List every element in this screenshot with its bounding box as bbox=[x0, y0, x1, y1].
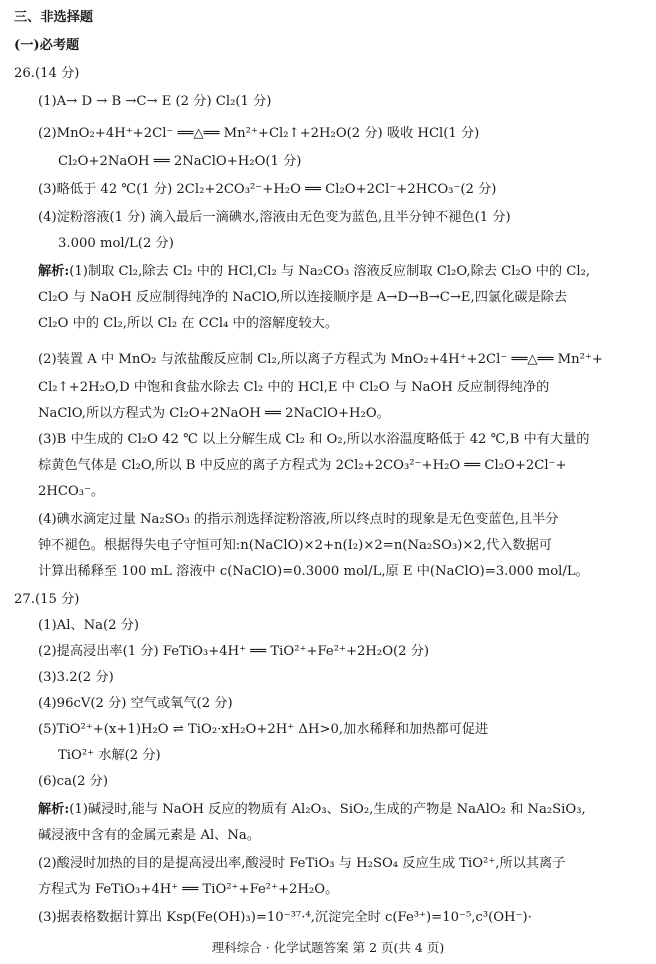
text-line: (3)B 中生成的 Cl₂O 42 ℃ 以上分解生成 Cl₂ 和 O₂,所以水浴温度略低于 42 ℃,B 中有大量的 bbox=[38, 432, 590, 447]
analysis-label: 解析: bbox=[38, 264, 70, 279]
text-line: 棕黄色气体是 Cl₂O,所以 B 中反应的离子方程式为 2Cl₂+2CO₃²⁻+H₂O ══ Cl₂O+2Cl⁻+ bbox=[38, 458, 567, 473]
text-line: (3)3.2(2 分) bbox=[38, 670, 114, 685]
text-line: (一)必考题 bbox=[14, 38, 80, 53]
text-line: 27.(15 分) bbox=[14, 592, 80, 607]
text-line: (4)96cV(2 分) 空气或氧气(2 分) bbox=[38, 696, 233, 711]
text-line: TiO²⁺ 水解(2 分) bbox=[58, 748, 161, 763]
analysis-text: (1)制取 Cl₂,除去 Cl₂ 中的 HCl,Cl₂ 与 Na₂CO₃ 溶液反应制取 Cl₂O,除去 Cl₂O 中的 Cl₂, bbox=[69, 264, 591, 279]
text-line: (6)ca(2 分) bbox=[38, 774, 108, 789]
text-line: (2)酸浸时加热的目的是提高浸出率,酸浸时 FeTiO₃ 与 H₂SO₄ 反应生成 TiO²⁺,所以其离子 bbox=[38, 856, 566, 871]
text-line: (3)据表格数据计算出 Ksp(Fe(OH)₃)=10⁻³⁷·⁴,沉淀完全时 c(Fe³⁺)=10⁻⁵,c³(OH⁻)· bbox=[38, 910, 532, 925]
page-footer: 理科综合 · 化学试题答案 第 2 页(共 4 页) bbox=[211, 940, 445, 955]
text-line: (4)淀粉溶液(1 分) 滴入最后一滴碘水,溶液由无色变为蓝色,且半分钟不褪色(1 分) bbox=[38, 210, 511, 225]
text-line: (2)提高浸出率(1 分) FeTiO₃+4H⁺ ══ TiO²⁺+Fe²⁺+2H₂O(2 分) bbox=[38, 644, 430, 659]
text-line: 计算出稀释至 100 mL 溶液中 c(NaClO)=0.3000 mol/L,原 E 中(NaClO)=3.000 mol/L。 bbox=[38, 564, 589, 579]
text-line: 碱浸液中含有的金属元素是 Al、Na。 bbox=[38, 828, 260, 843]
text-line: (2)MnO₂+4H⁺+2Cl⁻ ══△══ Mn²⁺+Cl₂↑+2H₂O(2 分) 吸收 HCl(1 分) bbox=[38, 126, 480, 141]
text-line: (4)碘水滴定过量 Na₂SO₃ 的指示剂选择淀粉溶液,所以终点时的现象是无色变蓝色,且半分 bbox=[38, 512, 559, 527]
text-line bbox=[38, 800, 648, 820]
analysis-label: 解析: bbox=[38, 802, 70, 817]
text-line: 2HCO₃⁻。 bbox=[38, 484, 105, 499]
text-line: 3.000 mol/L(2 分) bbox=[58, 236, 174, 251]
text-line: 26.(14 分) bbox=[14, 66, 80, 81]
text-line: (1)Al、Na(2 分) bbox=[38, 618, 140, 633]
text-line: (2)装置 A 中 MnO₂ 与浓盐酸反应制 Cl₂,所以离子方程式为 MnO₂+4H⁺+2Cl⁻ ══△══ Mn²⁺+ bbox=[38, 352, 603, 367]
text-line: (1)A→ D → B →C→ E (2 分) Cl₂(1 分) bbox=[38, 94, 272, 109]
text-line: (5)TiO²⁺+(x+1)H₂O ⇌ TiO₂·xH₂O+2H⁺ ΔH>0,加水稀释和加热都可促进 bbox=[38, 722, 489, 737]
text-line: (3)略低于 42 ℃(1 分) 2Cl₂+2CO₃²⁻+H₂O ══ Cl₂O+2Cl⁻+2HCO₃⁻(2 分) bbox=[38, 182, 497, 197]
analysis-text: (1)碱浸时,能与 NaOH 反应的物质有 Al₂O₃、SiO₂,生成的产物是 NaAlO₂ 和 Na₂SiO₃, bbox=[69, 802, 586, 817]
text-line: 钟不褪色。根据得失电子守恒可知:n(NaClO)×2+n(I₂)×2=n(Na₂SO₃)×2,代入数据可 bbox=[38, 538, 552, 553]
text-line: Cl₂↑+2H₂O,D 中饱和食盐水除去 Cl₂ 中的 HCl,E 中 Cl₂O 与 NaOH 反应制得纯净的 bbox=[38, 380, 550, 395]
text-line: NaClO,所以方程式为 Cl₂O+2NaOH ══ 2NaClO+H₂O。 bbox=[38, 406, 390, 421]
text-line bbox=[38, 262, 648, 282]
text-line: Cl₂O 与 NaOH 反应制得纯净的 NaClO,所以连接顺序是 A→D→B→C→E,四氯化碳是除去 bbox=[38, 290, 568, 305]
text-line: Cl₂O+2NaOH ══ 2NaClO+H₂O(1 分) bbox=[58, 154, 302, 169]
text-line: 方程式为 FeTiO₃+4H⁺ ══ TiO²⁺+Fe²⁺+2H₂O。 bbox=[38, 882, 339, 897]
text-line: 三、非选择题 bbox=[14, 10, 94, 25]
text-line: Cl₂O 中的 Cl₂,所以 Cl₂ 在 CCl₄ 中的溶解度较大。 bbox=[38, 316, 339, 331]
